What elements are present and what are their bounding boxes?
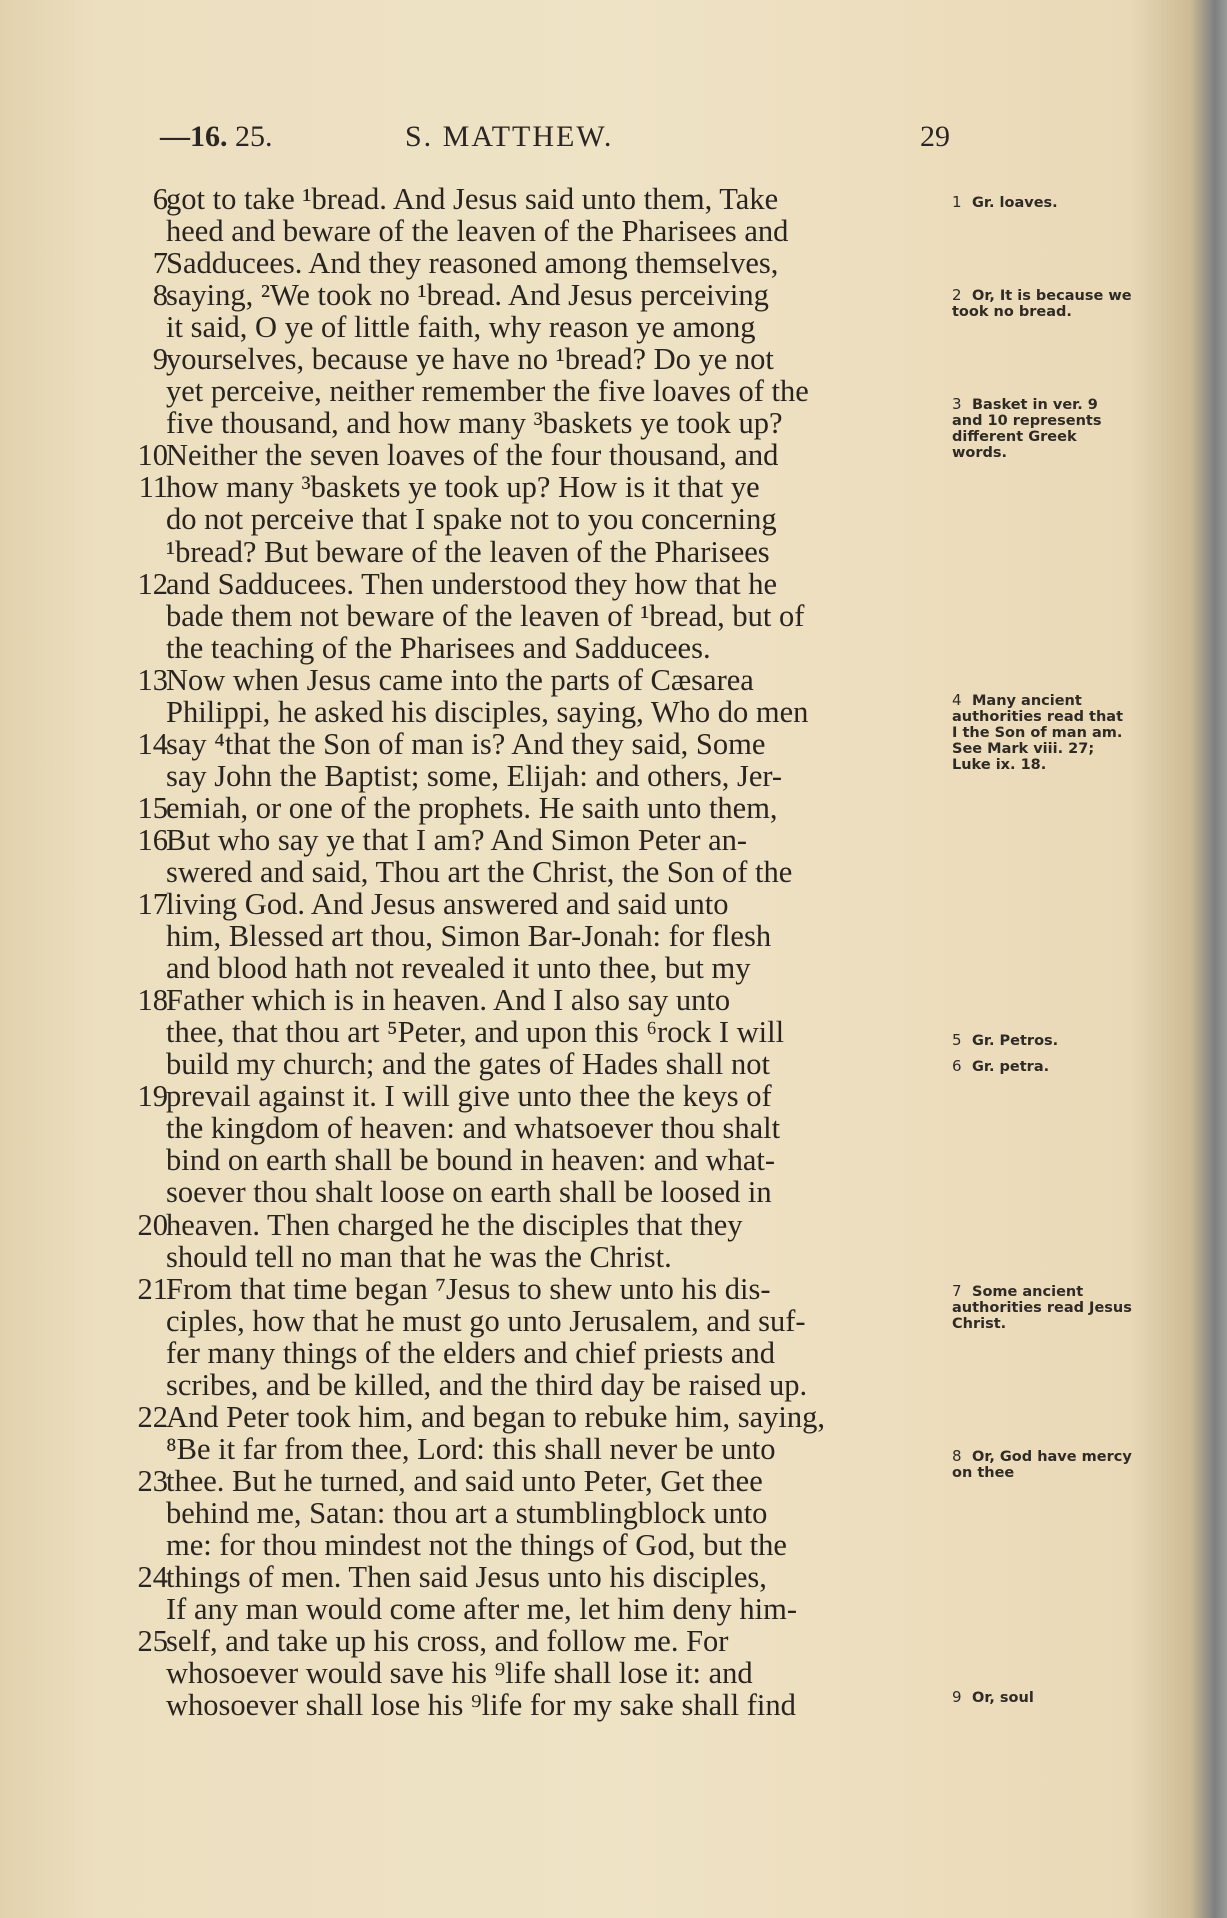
text-line <box>120 664 950 696</box>
text-line <box>120 1497 950 1529</box>
verse-number: 13 <box>137 662 168 697</box>
line-text: me: for thou mindest not the things of God, but the <box>166 1527 787 1562</box>
line-text: If any man would come after me, let him deny him- <box>166 1592 797 1627</box>
text-line <box>120 1369 950 1401</box>
text-line <box>120 1337 950 1369</box>
line-text: and Sadducees. Then understood they how that he <box>166 566 777 601</box>
line-text: five thousand, and how many ³baskets ye took up? <box>166 406 783 441</box>
chapter-verse-range <box>160 120 273 154</box>
note-text: Gr. loaves. <box>972 195 1058 211</box>
text-line <box>120 247 950 279</box>
line-text: say John the Baptist; some, Elijah: and others, Jer- <box>166 758 783 793</box>
text-line <box>120 920 950 952</box>
text-line <box>120 888 950 920</box>
note-number: 9 <box>952 1688 962 1706</box>
text-line <box>120 183 950 215</box>
verse-number: 15 <box>137 790 168 825</box>
note-number: 2 <box>952 286 962 304</box>
line-text: scribes, and be killed, and the third day be raised up. <box>166 1367 808 1402</box>
verse-number: 10 <box>137 438 168 473</box>
line-text: whosoever shall lose his ⁹life for my sake shall find <box>166 1688 796 1723</box>
note-text: Or, soul <box>972 1690 1034 1706</box>
text-line <box>120 984 950 1016</box>
verse-number: 18 <box>137 983 168 1018</box>
line-text: do not perceive that I spake not to you concerning <box>166 502 777 537</box>
text-line <box>120 1241 950 1273</box>
line-text: behind me, Satan: thou art a stumblingblock unto <box>166 1495 768 1530</box>
line-text: heaven. Then charged he the disciples that they <box>166 1207 743 1242</box>
note-text: Or, It is because we took no bread. <box>952 288 1132 320</box>
verse-number: 8 <box>152 278 168 313</box>
text-line <box>120 1048 950 1080</box>
text-line <box>120 1465 950 1497</box>
note-text: Some ancient authorities read Jesus Christ. <box>952 1284 1132 1332</box>
text-line <box>120 632 950 664</box>
text-line <box>120 696 950 728</box>
text-line <box>120 1529 950 1561</box>
verse-number: 6 <box>152 182 168 216</box>
text-line <box>120 1689 950 1721</box>
verse-number: 17 <box>137 887 168 922</box>
line-text: things of men. Then said Jesus unto his disciples, <box>166 1560 767 1595</box>
line-text: ciples, how that he must go unto Jerusalem, and suf- <box>166 1303 806 1338</box>
text-line <box>120 1593 950 1625</box>
line-text: got to take ¹bread. And Jesus said unto them, Take <box>166 182 779 216</box>
verse-number: 16 <box>137 822 168 857</box>
line-text: thee. But he turned, and said unto Peter, Get thee <box>166 1463 763 1498</box>
line-text: living God. And Jesus answered and said unto <box>166 887 729 922</box>
line-text: swered and said, Thou art the Christ, the Son of the <box>166 854 793 889</box>
line-text: the teaching of the Pharisees and Sadducees. <box>166 630 711 665</box>
note-number: 8 <box>952 1447 962 1465</box>
line-text: Now when Jesus came into the parts of Cæsarea <box>166 662 754 697</box>
line-text: From that time began ⁷Jesus to shew unto his dis- <box>166 1271 771 1306</box>
text-line <box>120 568 950 600</box>
text-line <box>120 343 950 375</box>
verse-number: 22 <box>137 1399 168 1434</box>
note-number: 6 <box>952 1057 962 1075</box>
note-text: Many ancient authorities read that I the Son of man am. See Mark viii. 27; Luke ix. 18. <box>952 693 1124 773</box>
note-text: Or, God have mercy on thee <box>952 1449 1132 1481</box>
line-text: Father which is in heaven. And I also say unto <box>166 983 731 1018</box>
text-line <box>120 1657 950 1689</box>
text-line <box>120 824 950 856</box>
text-line <box>120 1561 950 1593</box>
note-text: Gr. petra. <box>972 1059 1050 1075</box>
text-line <box>120 1433 950 1465</box>
verse-number: 20 <box>137 1207 168 1242</box>
book-title: S. MATTHEW. <box>405 120 614 153</box>
text-line <box>120 600 950 632</box>
text-line <box>120 1625 950 1657</box>
line-text: And Peter took him, and began to rebuke him, saying, <box>166 1399 826 1434</box>
line-text: how many ³baskets ye took up? How is it that ye <box>166 470 760 505</box>
text-line <box>120 792 950 824</box>
text-line <box>120 728 950 760</box>
line-text: the kingdom of heaven: and whatsoever thou shalt <box>166 1111 781 1146</box>
note-number: 1 <box>952 193 962 211</box>
verse-number: 23 <box>137 1463 168 1498</box>
text-line <box>120 215 950 247</box>
chapter-ref-bold: —16. <box>160 120 228 153</box>
text-line <box>120 311 950 343</box>
line-text: fer many things of the elders and chief priests and <box>166 1335 775 1370</box>
text-line <box>120 1016 950 1048</box>
line-text: bind on earth shall be bound in heaven: and what- <box>166 1143 775 1178</box>
text-line <box>120 1112 950 1144</box>
verse-number: 9 <box>152 342 168 377</box>
note-text: Gr. Petros. <box>972 1033 1059 1049</box>
line-text: Philippi, he asked his disciples, saying, Who do men <box>166 694 809 729</box>
verse-number: 19 <box>137 1079 168 1114</box>
verse-number: 12 <box>137 566 168 601</box>
line-text: Sadducees. And they reasoned among themselves, <box>166 246 779 281</box>
text-line <box>120 760 950 792</box>
text-line <box>120 1080 950 1112</box>
text-line <box>120 1209 950 1241</box>
line-text: ¹bread? But beware of the leaven of the Pharisees <box>166 534 770 569</box>
text-line <box>120 471 950 503</box>
text-line <box>120 375 950 407</box>
line-text: whosoever would save his ⁹life shall lose it: and <box>166 1656 753 1691</box>
line-text: it said, O ye of little faith, why reason ye among <box>166 310 756 345</box>
line-text: and blood hath not revealed it unto thee, but my <box>166 951 751 986</box>
note-number: 5 <box>952 1031 962 1049</box>
line-text: say ⁴that the Son of man is? And they said, Some <box>166 726 766 761</box>
note-number: 7 <box>952 1282 962 1300</box>
text-line <box>120 1401 950 1433</box>
line-text: ⁸Be it far from thee, Lord: this shall never be unto <box>166 1431 776 1466</box>
text-line <box>120 503 950 535</box>
text-line <box>120 536 950 568</box>
text-line <box>120 407 950 439</box>
verse-ref: 25. <box>227 120 273 153</box>
verse-number: 24 <box>137 1560 168 1595</box>
line-text: thee, that thou art ⁵Peter, and upon this ⁶rock I will <box>166 1015 785 1050</box>
line-text: him, Blessed art thou, Simon Bar-Jonah: for flesh <box>166 919 772 954</box>
text-line <box>120 1144 950 1176</box>
line-text: emiah, or one of the prophets. He saith unto them, <box>166 790 778 825</box>
line-text: should tell no man that he was the Christ. <box>166 1239 672 1274</box>
line-text: heed and beware of the leaven of the Pharisees and <box>166 214 789 249</box>
scripture-text <box>120 183 950 1721</box>
page-header <box>160 120 950 170</box>
line-text: yet perceive, neither remember the five loaves of the <box>166 374 809 409</box>
text-line <box>120 279 950 311</box>
note-number: 4 <box>952 691 962 709</box>
page-number: 29 <box>920 120 950 153</box>
text-line <box>120 439 950 471</box>
note-number: 3 <box>952 395 962 413</box>
line-text: soever thou shalt loose on earth shall be loosed in <box>166 1175 772 1210</box>
text-line <box>120 1176 950 1208</box>
line-text: Neither the seven loaves of the four thousand, and <box>166 438 779 473</box>
line-text: yourselves, because ye have no ¹bread? Do ye not <box>166 342 774 377</box>
note-text: Basket in ver. 9 and 10 represents different Greek words. <box>952 397 1102 461</box>
text-line <box>120 952 950 984</box>
line-text: bade them not beware of the leaven of ¹bread, but of <box>166 598 805 633</box>
verse-number: 11 <box>138 470 168 505</box>
text-line <box>120 1273 950 1305</box>
text-line <box>120 856 950 888</box>
verse-number: 21 <box>137 1271 168 1306</box>
line-text: But who say ye that I am? And Simon Peter an- <box>166 822 748 857</box>
text-line <box>120 1305 950 1337</box>
line-text: saying, ²We took no ¹bread. And Jesus perceiving <box>166 278 769 313</box>
line-text: prevail against it. I will give unto thee the keys of <box>166 1079 772 1114</box>
line-text: self, and take up his cross, and follow me. For <box>166 1624 729 1659</box>
line-text: build my church; and the gates of Hades shall not <box>166 1047 770 1082</box>
verse-number: 25 <box>137 1624 168 1659</box>
verse-number: 14 <box>137 726 168 761</box>
verse-number: 7 <box>152 246 168 281</box>
